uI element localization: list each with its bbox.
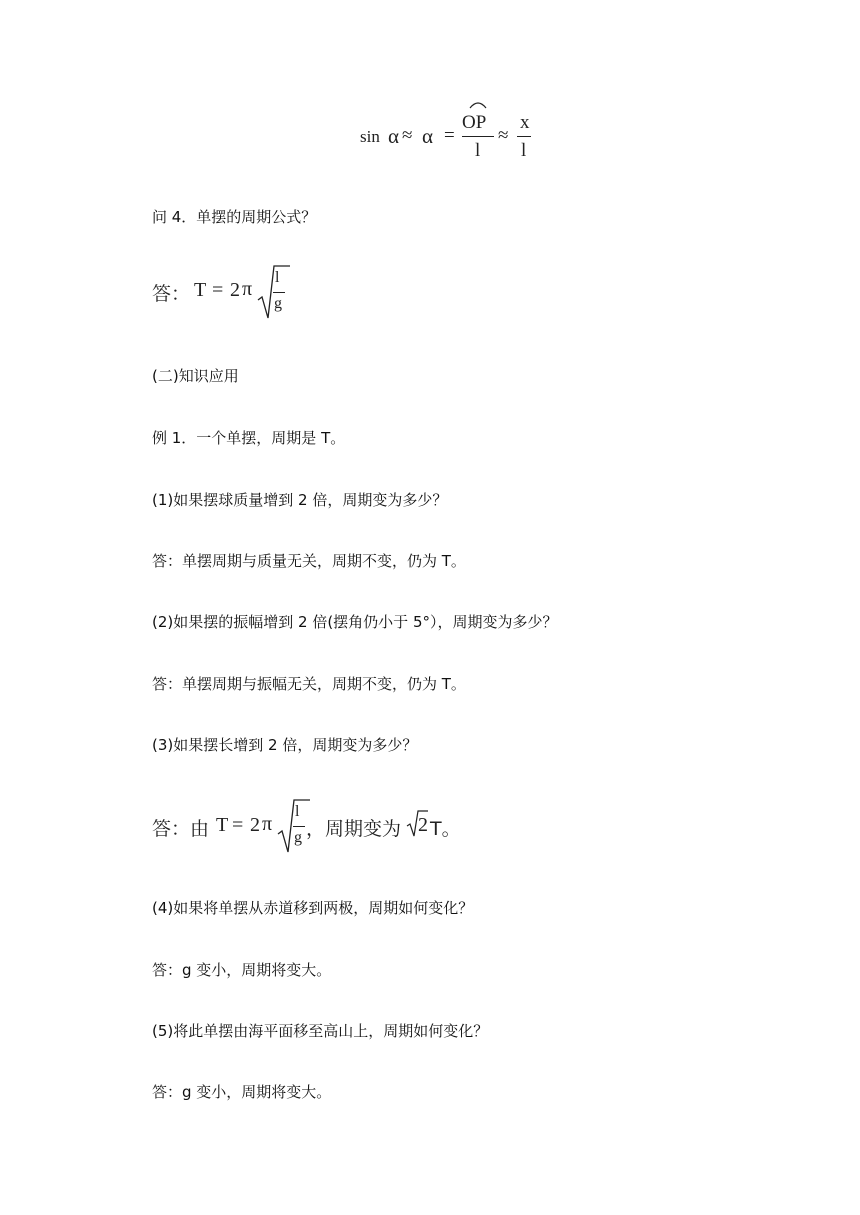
answer-3-formula [152,796,492,856]
fraction-bar [293,826,305,827]
sqrt-numerator: l [295,803,300,820]
answer-prefix: 答：由 [152,818,210,840]
answer-5: 答：g 变小，周期将变大。 [152,1083,332,1101]
equals-symbol: = [232,814,244,836]
pi-symbol: π [242,278,253,300]
fraction-bar [462,136,494,137]
answer-suffix: T。 [430,818,461,840]
arc-mark [468,100,488,110]
x-numerator: x [520,112,530,133]
two-number: 2 [230,279,240,301]
pi-symbol: π [262,813,273,835]
root-argument: 2 [418,814,428,836]
example-1: 例 1．一个单摆，周期是 T。 [152,429,346,447]
approx-symbol-2: ≈ [498,125,509,146]
question-4b: (4)如果将单摆从赤道移到两极，周期如何变化？ [152,899,474,917]
arc-numerator: OP [462,112,487,133]
answer-4b: 答：g 变小，周期将变大。 [152,961,332,979]
question-2: (2)如果摆的振幅增到 2 倍(摆角仍小于 5°），周期变为多少？ [152,613,558,631]
sqrt-denominator: g [274,295,282,312]
fraction-bar [273,292,285,293]
t-symbol: T [216,814,229,836]
question-1: (1)如果摆球质量增到 2 倍，周期变为多少？ [152,491,448,509]
sin-text: sin [360,127,380,146]
question-3: (3)如果摆长增到 2 倍，周期变为多少？ [152,736,418,754]
section-heading: (二)知识应用 [152,367,239,385]
t-symbol: T [194,279,207,301]
alpha-symbol: α [388,124,400,148]
equals-symbol: = [444,125,455,146]
question-5: (5)将此单摆由海平面移至高山上，周期如何变化？ [152,1022,489,1040]
answer-2: 答：单摆周期与振幅无关，周期不变，仍为 T。 [152,675,466,693]
arc-denominator: l [475,140,481,161]
two-number: 2 [250,814,260,836]
answer-prefix: 答： [152,283,191,305]
alpha-symbol-2: α [422,124,434,148]
sqrt-denominator: g [294,829,302,846]
approx-symbol: ≈ [402,125,413,146]
equals-symbol: = [212,279,224,301]
x-denominator: l [521,140,527,161]
answer-mid-text: ，周期变为 [306,818,402,840]
question-4: 问 4．单摆的周期公式？ [152,208,317,226]
sqrt-numerator: l [275,269,280,286]
fraction-bar-2 [517,136,531,137]
answer-1: 答：单摆周期与质量无关，周期不变，仍为 T。 [152,552,466,570]
